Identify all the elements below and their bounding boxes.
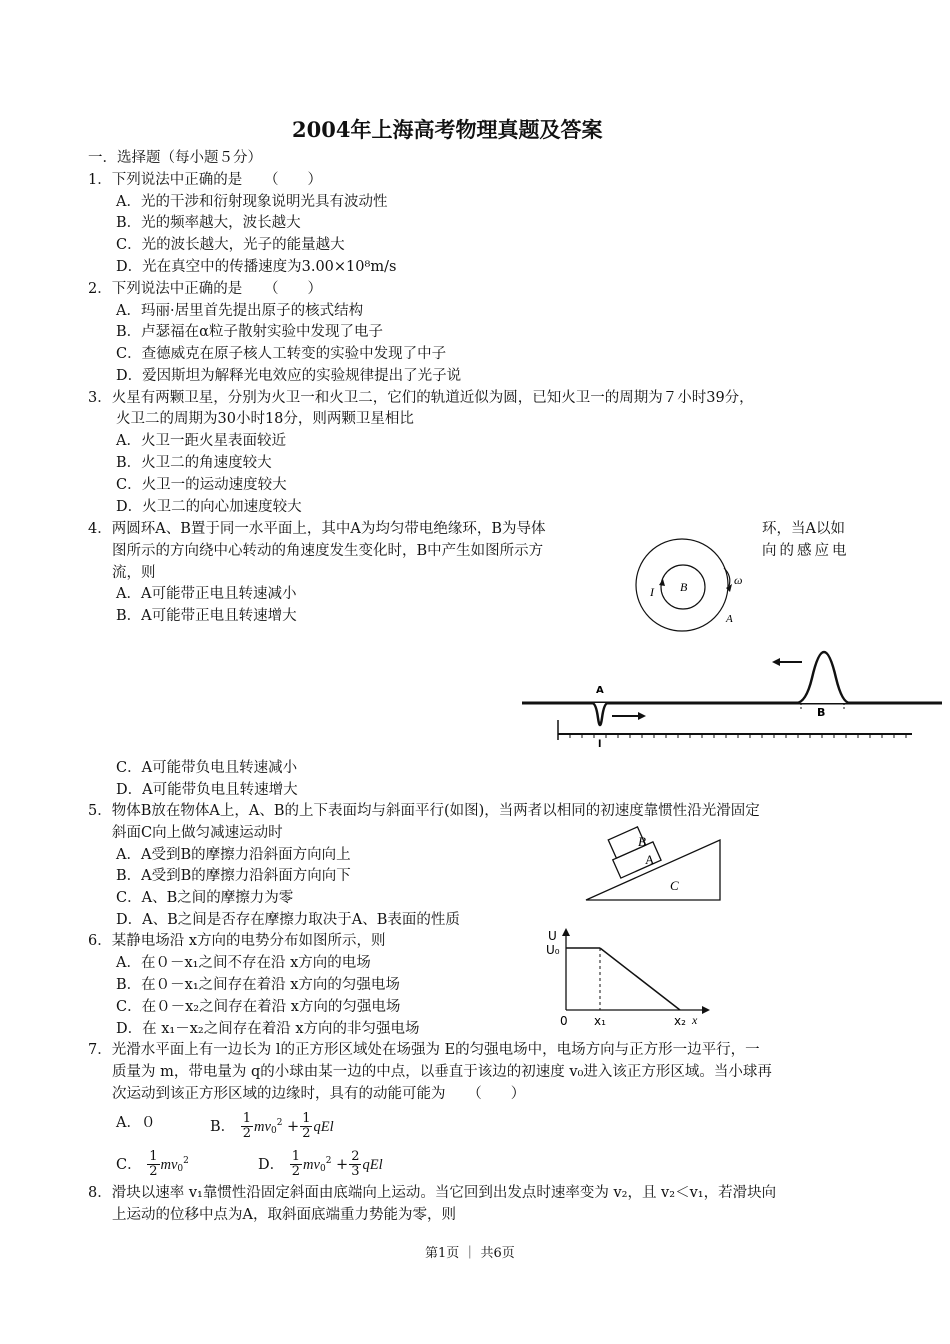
q4-stem-line1b: 环，当A以如 <box>762 521 845 537</box>
pulse-a <box>592 703 608 725</box>
origin-label: 0 <box>560 1014 568 1028</box>
block-a-label: A <box>645 852 655 867</box>
q3-option-a: A．火卫一距火星表面较近 <box>116 433 286 449</box>
q2-option-d: D．爱因斯坦为解释光电效应的实验规律提出了光子说 <box>116 368 462 384</box>
axis-u0-label: U₀ <box>546 943 560 957</box>
q7-stem-line1: 7．光滑水平面上有一边长为 l的正方形区域处在场强为 E的匀强电场中，电场方向与正方形一边平行，一 <box>88 1042 760 1058</box>
q7-option-a: A．０ <box>116 1115 156 1131</box>
q6-option-d: D．在 x₁－x₂之间存在着沿 x方向的非匀强电场 <box>116 1021 420 1037</box>
page-title: 2004年上海高考物理真题及答案 <box>292 117 603 142</box>
page-footer: 第1页 ｜ 共6页 <box>425 1246 515 1261</box>
q2-option-b: B．卢瑟福在α粒子散射实验中发现了电子 <box>116 324 383 340</box>
left-arrow-icon <box>772 658 780 666</box>
q7-option-d: D． $\frac{1}{2}$ $mv_0^2$ + $\frac{2}{3}$ qEl <box>258 1149 383 1180</box>
potential-graph <box>542 926 712 1028</box>
pulse-b <box>796 652 850 703</box>
axis-u-label: U <box>548 929 557 943</box>
q4-option-a: A．A可能带正电且转速减小 <box>116 586 297 602</box>
q4-stem-line3: 流，则 <box>112 565 156 581</box>
q3-option-d: D．火卫二的向心加速度较大 <box>116 499 302 515</box>
ruler-l-label: l <box>598 739 602 748</box>
fraction-half: $\frac{1}{2}$ <box>302 1111 311 1142</box>
q7-option-c: C． $\frac{1}{2}$ $mv_0^2$ <box>116 1149 189 1180</box>
q7-option-d-letter: D． <box>258 1156 285 1173</box>
q5-option-b: B．A受到B的摩擦力沿斜面方向向下 <box>116 868 351 884</box>
q4-option-b: B．A可能带正电且转速增大 <box>116 608 297 624</box>
block-b-label: B <box>638 834 646 849</box>
pulse-b-label: B <box>817 706 826 719</box>
section-heading: 一．选择题（每小题５分） <box>88 150 262 166</box>
slope-segment <box>600 948 680 1010</box>
q6-option-a: A．在０－x₁之间不存在沿 x方向的电场 <box>116 955 371 971</box>
q3-option-b: B．火卫二的角速度较大 <box>116 455 272 471</box>
q3-stem-line2: 火卫二的周期为30小时18分，则两颗卫星相比 <box>116 411 414 427</box>
q5-option-c: C．A、B之间的摩擦力为零 <box>116 890 294 906</box>
q1-option-d: D．光在真空中的传播速度为3.00×10⁸m/s <box>116 259 397 275</box>
q1-option-c: C．光的波长越大，光子的能量越大 <box>116 237 345 253</box>
q7-option-b-letter: B． <box>210 1118 236 1135</box>
incline-figure <box>582 826 724 904</box>
q4-stem-line2a: 图所示的方向绕中心转动的角速度发生变化时，B中产生如图所示方 <box>112 543 544 559</box>
q5-option-a: A．A受到B的摩擦力沿斜面方向向上 <box>116 847 351 863</box>
q8-stem-line1: 8．滑块以速率 v₁靠惯性沿固定斜面由底端向上运动。当它回到出发点时速率变为 v₂，且 v₂＜v₁，若滑块向 <box>88 1185 777 1201</box>
x-axis-arrow-icon <box>702 1006 710 1014</box>
q3-option-c: C．火卫一的运动速度较大 <box>116 477 287 493</box>
x1-label: x₁ <box>594 1014 606 1028</box>
q7-stem-line3: 次运动到该正方形区域的边缘时，具有的动能可能为 （ ） <box>112 1086 526 1102</box>
fraction-half: $\frac{1}{2}$ <box>242 1111 252 1142</box>
wave-pulse-figure <box>520 648 944 748</box>
label-a: A <box>726 613 733 625</box>
q7-option-c-letter: C． <box>116 1156 142 1173</box>
fraction-half: $\frac{1}{2}$ <box>149 1149 158 1180</box>
x-label: x <box>692 1013 698 1027</box>
q5-option-d: D．A、B之间是否存在摩擦力取决于A、B表面的性质 <box>116 912 460 928</box>
q7-stem-line2: 质量为 m，带电量为 q的小球由某一边的中点，以垂直于该边的初速度 v₀进入该正方形区域。当小球再 <box>112 1064 772 1080</box>
q1-stem: 1．下列说法中正确的是 （ ） <box>88 172 322 188</box>
q6-option-b: B．在０－x₁之间存在着沿 x方向的匀强电场 <box>116 977 400 993</box>
q2-option-c: C．查德威克在原子核人工转变的实验中发现了中子 <box>116 346 447 362</box>
q1-option-b: B．光的频率越大，波长越大 <box>116 215 301 231</box>
q7-option-b: B． $\frac{1}{2}$ $mv_0^2$ + $\frac{1}{2}$ qEl <box>210 1111 334 1142</box>
q5-stem-line1: 5．物体B放在物体A上，A、B的上下表面均与斜面平行(如图)，当两者以相同的初速度靠惯性沿光滑固定 <box>88 803 760 819</box>
q1-option-a: A．光的干涉和衍射现象说明光具有波动性 <box>116 194 388 210</box>
label-omega: ω <box>734 573 743 587</box>
q8-stem-line2: 上运动的位移中点为A，取斜面底端重力势能为零，则 <box>112 1207 456 1223</box>
q3-stem-line1: 3．火星有两颗卫星，分别为火卫一和火卫二，它们的轨道近似为圆，已知火卫一的周期为７小时39分， <box>88 390 754 406</box>
y-axis-arrow-icon <box>562 928 570 936</box>
q2-stem: 2．下列说法中正确的是 （ ） <box>88 281 322 297</box>
fraction-two-thirds: $\frac{2}{3}$ <box>351 1149 360 1180</box>
label-b: B <box>680 580 688 594</box>
incline-c-label: C <box>670 878 679 893</box>
q4-option-d: D．A可能带负电且转速增大 <box>116 782 298 798</box>
q4-stem-line2b: 向的感应电 <box>762 543 850 559</box>
right-arrow-icon <box>638 712 646 720</box>
label-i: I <box>650 585 654 599</box>
x2-label: x₂ <box>674 1014 686 1028</box>
fraction-half: $\frac{1}{2}$ <box>291 1149 301 1180</box>
q4-stem-line1a: 4．两圆环A、B置于同一水平面上，其中A为均匀带电绝缘环，B为导体 <box>88 521 546 537</box>
pulse-a-label: A <box>596 685 604 696</box>
q4-option-c: C．A可能带负电且转速减小 <box>116 760 298 776</box>
q2-option-a: A．玛丽·居里首先提出原子的核式结构 <box>116 303 364 319</box>
q5-stem-line2: 斜面C向上做匀减速运动时 <box>112 825 283 841</box>
q6-stem: 6．某静电场沿 x方向的电势分布如图所示，则 <box>88 933 386 949</box>
q6-option-c: C．在０－x₂之间存在着沿 x方向的匀强电场 <box>116 999 401 1015</box>
ring-figure <box>626 538 756 638</box>
